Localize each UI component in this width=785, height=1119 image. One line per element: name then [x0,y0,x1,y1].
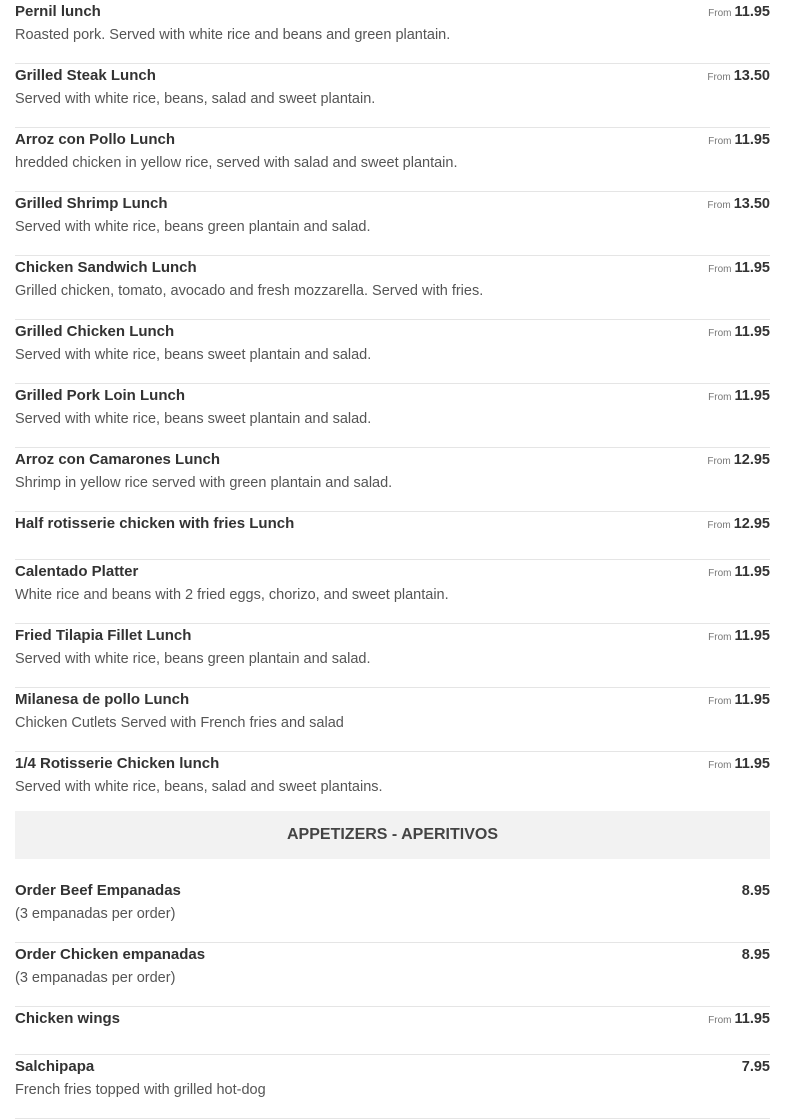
menu-item-name: 1/4 Rotisserie Chicken lunch [15,755,220,772]
menu-item-price-wrap [742,1059,770,1075]
menu-item-price-wrap [708,756,770,774]
menu-item-price-wrap [708,692,770,710]
menu-item[interactable] [15,256,770,320]
menu-item-price-wrap [707,196,770,214]
menu-item-price: 11.95 [734,628,770,644]
menu-item-price-wrap [708,132,770,150]
menu-item-description: Served with white rice, beans green plantain and salad. [15,219,371,235]
menu-item[interactable] [15,512,770,560]
menu-item-description: Shrimp in yellow rice served with green plantain and salad. [15,475,393,491]
menu-item[interactable] [15,624,770,688]
price-from-label: From [708,392,732,403]
menu-item-price: 11.95 [734,260,770,276]
menu-item-description: Served with white rice, beans sweet plantain and salad. [15,411,372,427]
price-from-label: From [707,456,731,467]
menu-item[interactable] [15,943,770,1007]
menu-item-name: Order Chicken empanadas [15,946,206,963]
menu-item-price-wrap [707,516,770,534]
menu-item-name: Grilled Pork Loin Lunch [15,387,186,404]
menu-item-name: Arroz con Pollo Lunch [15,131,175,148]
menu-item-price: 8.95 [741,947,770,963]
menu-item-price-wrap [708,564,770,582]
menu-item-description: Served with white rice, beans sweet plantain and salad. [15,347,372,363]
price-from-label: From [708,8,732,19]
menu-item-price-wrap [708,260,770,278]
menu-item[interactable] [15,752,770,811]
menu-item-name: Grilled Steak Lunch [15,67,156,84]
menu-item[interactable] [15,64,770,128]
menu-item-price-wrap [707,452,770,470]
menu-item[interactable] [15,560,770,624]
lunch-list [15,0,770,811]
price-from-label: From [708,136,732,147]
menu-item[interactable] [15,688,770,752]
menu-item-name: Salchipapa [15,1058,95,1075]
price-from-label: From [707,72,731,83]
menu-item-description: Served with white rice, beans, salad and sweet plantain. [15,91,376,107]
menu-item-price: 8.95 [741,883,770,899]
menu-item[interactable] [15,320,770,384]
menu-item-price: 13.50 [733,196,770,212]
menu-item-name: Calentado Platter [15,563,139,580]
price-from-label: From [708,1015,732,1026]
menu-item-price: 11.95 [734,388,770,404]
menu-item[interactable] [15,1055,770,1119]
menu-item-price: 11.95 [734,692,770,708]
menu-item[interactable] [15,384,770,448]
menu-item-price-wrap [742,883,770,899]
price-from-label: From [708,328,732,339]
menu-item[interactable] [15,448,770,512]
menu-item-price: 12.95 [733,452,770,468]
price-from-label: From [708,760,732,771]
menu-item-description: White rice and beans with 2 fried eggs, chorizo, and sweet plantain. [15,587,449,603]
menu-item-price: 11.95 [734,1011,770,1027]
menu-item-price-wrap [708,628,770,646]
price-from-label: From [707,520,731,531]
menu-item[interactable] [15,128,770,192]
menu-item-description: Roasted pork. Served with white rice and beans and green plantain. [15,27,451,43]
menu-item-name: Fried Tilapia Fillet Lunch [15,627,192,644]
menu-item-name: Half rotisserie chicken with fries Lunch [15,515,295,532]
price-from-label: From [708,568,732,579]
menu-item[interactable] [15,192,770,256]
menu-item-name: Chicken Sandwich Lunch [15,259,197,276]
price-from-label: From [707,200,731,211]
menu-item-price: 11.95 [734,564,770,580]
menu-item-price: 11.95 [734,756,770,772]
menu-item-price-wrap [708,324,770,342]
menu-item-name: Pernil lunch [15,3,101,20]
menu-item-name: Grilled Shrimp Lunch [15,195,168,212]
menu-item-price: 12.95 [733,516,770,532]
menu-item[interactable] [15,1007,770,1055]
menu-item-price-wrap [708,388,770,406]
menu-item-name: Order Beef Empanadas [15,882,181,899]
menu-item-price: 11.95 [734,132,770,148]
menu-item-description: hredded chicken in yellow rice, served with salad and sweet plantain. [15,155,458,171]
menu-item-price: 11.95 [734,324,770,340]
menu-item-price: 13.50 [733,68,770,84]
menu-item[interactable] [15,879,770,943]
menu-item-name: Milanesa de pollo Lunch [15,691,190,708]
menu-item-description: French fries topped with grilled hot-dog [15,1082,266,1098]
menu-item-price-wrap [708,4,770,22]
menu-item-price: 11.95 [734,4,770,20]
price-from-label: From [708,696,732,707]
menu-item-description: (3 empanadas per order) [15,906,176,922]
menu-item-description: Chicken Cutlets Served with French fries and salad [15,715,344,731]
menu-item-price-wrap [742,947,770,963]
price-from-label: From [708,632,732,643]
menu-item[interactable] [15,0,770,64]
price-from-label: From [708,264,732,275]
appetizer-list [15,879,770,1119]
menu-item-name: Grilled Chicken Lunch [15,323,175,340]
menu-item-name: Arroz con Camarones Lunch [15,451,221,468]
menu-item-description: (3 empanadas per order) [15,970,176,986]
menu-item-price: 7.95 [741,1059,770,1075]
menu-item-price-wrap [708,1011,770,1029]
menu-item-description: Served with white rice, beans, salad and sweet plantains. [15,779,383,795]
menu-item-name: Chicken wings [15,1010,121,1027]
menu-item-price-wrap [707,68,770,86]
section-header-appetizers: APPETIZERS - APERITIVOS [15,811,770,859]
menu-item-description: Grilled chicken, tomato, avocado and fresh mozzarella. Served with fries. [15,283,484,299]
menu-item-description: Served with white rice, beans green plantain and salad. [15,651,371,667]
